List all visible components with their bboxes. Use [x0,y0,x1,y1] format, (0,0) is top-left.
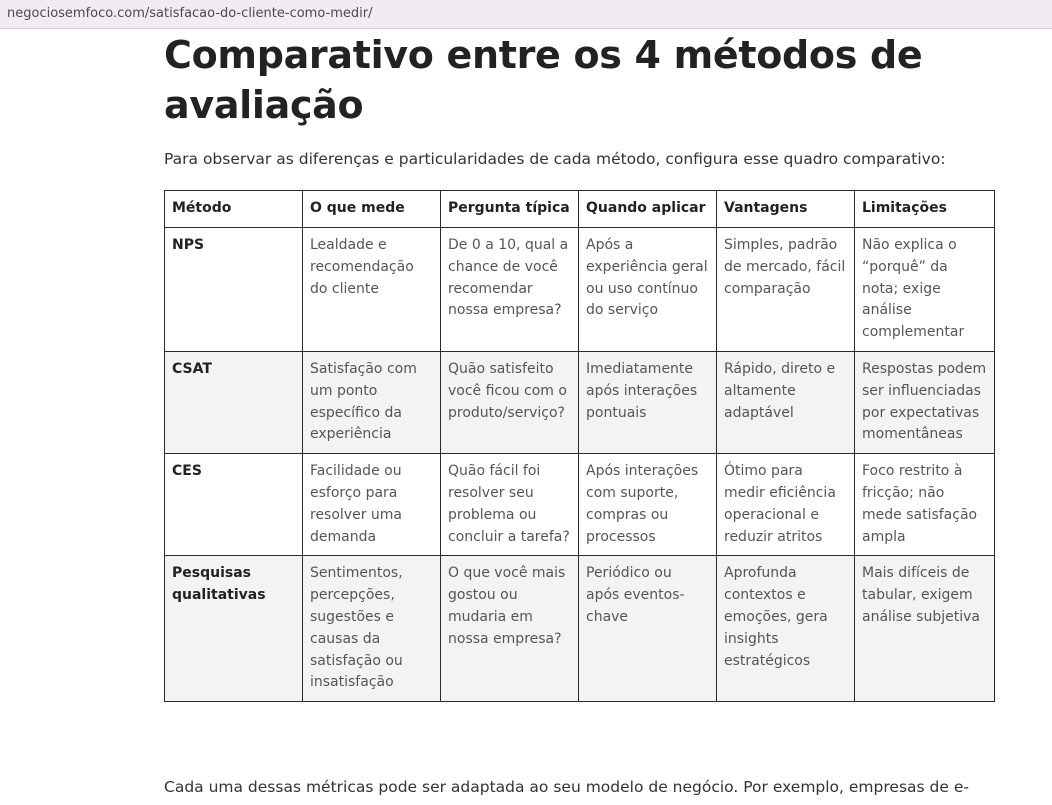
cell-advantages: Ótimo para medir eficiência operacional e reduzir atritos [717,454,855,556]
url-text[interactable]: negociosemfoco.com/satisfacao-do-cliente-como-medir/ [7,6,373,21]
cell-limitations: Respostas podem ser influenciadas por expectativas momentâneas [855,351,995,453]
cell-measures: Lealdade e recomendação do cliente [303,228,441,352]
cell-method: NPS [165,228,303,352]
cell-method: Pesquisas qualitativas [165,556,303,702]
address-bar[interactable] [0,0,1052,29]
cell-method: CES [165,454,303,556]
cell-question: Quão satisfeito você ficou com o produto/serviço? [441,351,579,453]
cell-advantages: Simples, padrão de mercado, fácil comparação [717,228,855,352]
header-question: Pergunta típica [441,191,579,228]
header-limitations: Limitações [855,191,995,228]
cell-advantages: Rápido, direto e altamente adaptável [717,351,855,453]
cell-question: O que você mais gostou ou mudaria em nossa empresa? [441,556,579,702]
cell-limitations: Não explica o “porquê” da nota; exige análise complementar [855,228,995,352]
cell-measures: Sentimentos, percepções, sugestões e causas da satisfação ou insatisfação [303,556,441,702]
outro-paragraph: Cada uma dessas métricas pode ser adaptada ao seu modelo de negócio. Por exemplo, empresas de e- [164,778,969,796]
cell-when: Após a experiência geral ou uso contínuo do serviço [579,228,717,352]
header-method: Método [165,191,303,228]
cell-question: De 0 a 10, qual a chance de você recomendar nossa empresa? [441,228,579,352]
intro-paragraph: Para observar as diferenças e particularidades de cada método, configura esse quadro comparativo: [164,150,946,168]
table-header-row [165,191,995,228]
cell-measures: Facilidade ou esforço para resolver uma demanda [303,454,441,556]
cell-method: CSAT [165,351,303,453]
table-row [165,556,995,702]
cell-when: Imediatamente após interações pontuais [579,351,717,453]
cell-when: Periódico ou após eventos-chave [579,556,717,702]
page-title: Comparativo entre os 4 métodos de avaliação [164,33,923,127]
table-row [165,454,995,556]
table-row [165,228,995,352]
cell-limitations: Foco restrito à fricção; não mede satisfação ampla [855,454,995,556]
header-advantages: Vantagens [717,191,855,228]
header-when: Quando aplicar [579,191,717,228]
cell-when: Após interações com suporte, compras ou processos [579,454,717,556]
cell-limitations: Mais difíceis de tabular, exigem análise subjetiva [855,556,995,702]
cell-question: Quão fácil foi resolver seu problema ou concluir a tarefa? [441,454,579,556]
cell-measures: Satisfação com um ponto específico da experiência [303,351,441,453]
table-row [165,351,995,453]
header-measures: O que mede [303,191,441,228]
cell-advantages: Aprofunda contextos e emoções, gera insights estratégicos [717,556,855,702]
comparison-table [164,190,995,702]
